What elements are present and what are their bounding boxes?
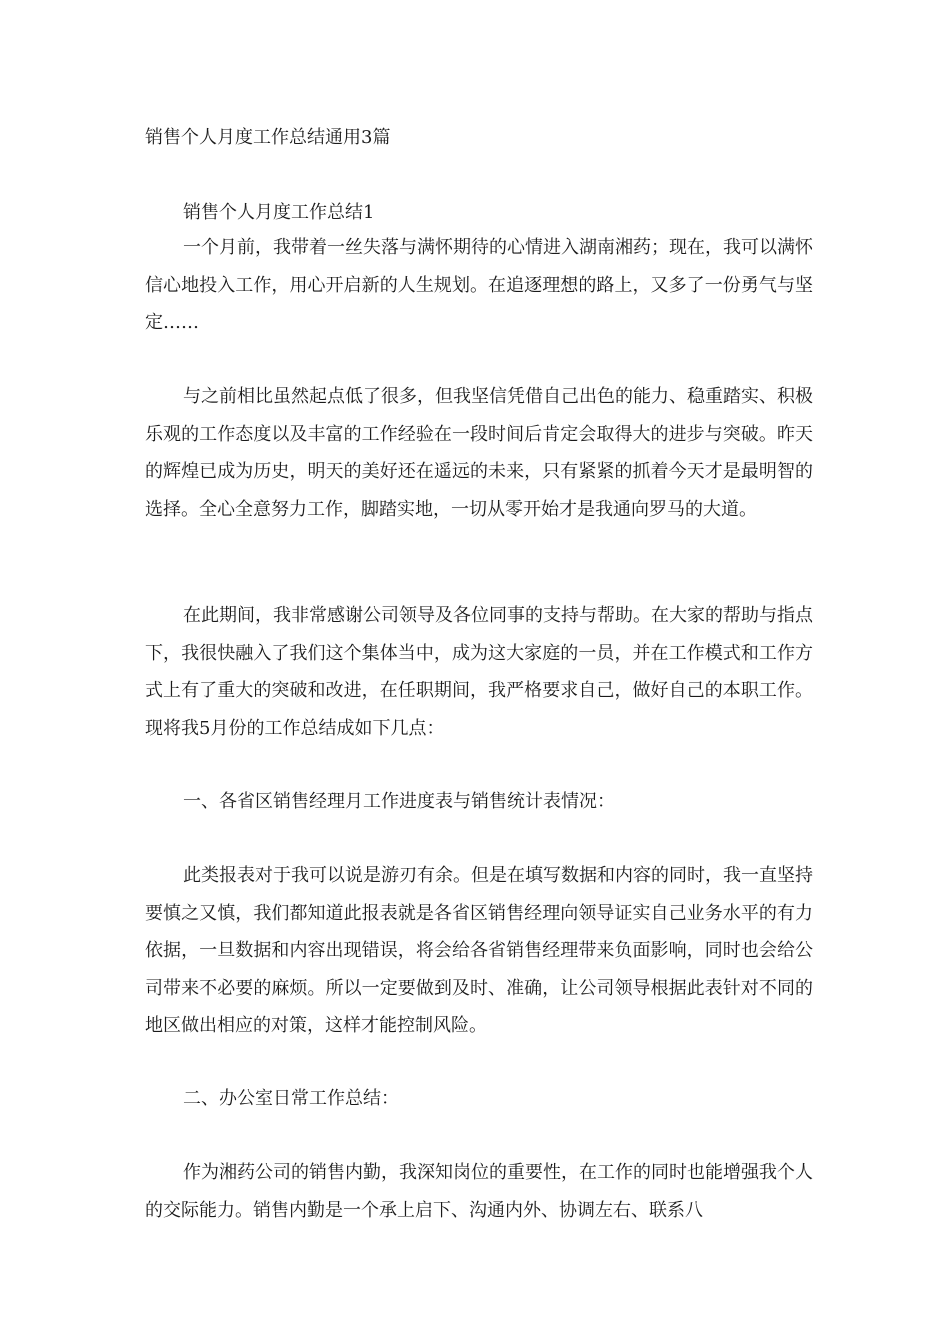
paragraph-4: 此类报表对于我可以说是游刃有余。但是在填写数据和内容的同时，我一直坚持要慎之又慎，我们都知道此报表就是各省区销售经理向领导证实自己业务水平的有力依据，一旦数据和内容出现错误，将会给各省销售经理带来负面影响，同时也会给公司带来不必要的麻烦。所以一定要做到及时、准确，让公司领导根据此表针对不同的地区做出相应的对策，这样才能控制风险。 — [145, 865, 813, 1036]
subheading-1: 一、各省区销售经理月工作进度表与销售统计表情况： — [183, 791, 615, 812]
subheading-2: 二、办公室日常工作总结： — [183, 1088, 399, 1109]
paragraph-2: 与之前相比虽然起点低了很多，但我坚信凭借自己出色的能力、稳重踏实、积极乐观的工作态度以及丰富的工作经验在一段时间后肯定会取得大的进步与突破。昨天的辉煌已成为历史，明天的美好还在遥远的未来，只有紧紧的抓着今天才是最明智的选择。全心全意努力工作，脚踏实地，一切从零开始才是我通向罗马的大道。 — [145, 386, 813, 520]
paragraph-5: 作为湘药公司的销售内勤，我深知岗位的重要性，在工作的同时也能增强我个人的交际能力。销售内勤是一个承上启下、沟通内外、协调左右、联系八 — [145, 1162, 813, 1221]
paragraph-1: 一个月前，我带着一丝失落与满怀期待的心情进入湖南湘药；现在，我可以满怀信心地投入工作，用心开启新的人生规划。在追逐理想的路上，又多了一份勇气与坚定…… — [145, 237, 813, 333]
section-title: 销售个人月度工作总结1 — [183, 202, 375, 223]
paragraph-3: 在此期间，我非常感谢公司领导及各位同事的支持与帮助。在大家的帮助与指点下，我很快融入了我们这个集体当中，成为这大家庭的一员，并在工作模式和工作方式上有了重大的突破和改进，在任职期间，我严格要求自己，做好自己的本职工作。现将我5月份的工作总结成如下几点： — [145, 605, 813, 739]
document-title: 销售个人月度工作总结通用3篇 — [145, 127, 391, 148]
